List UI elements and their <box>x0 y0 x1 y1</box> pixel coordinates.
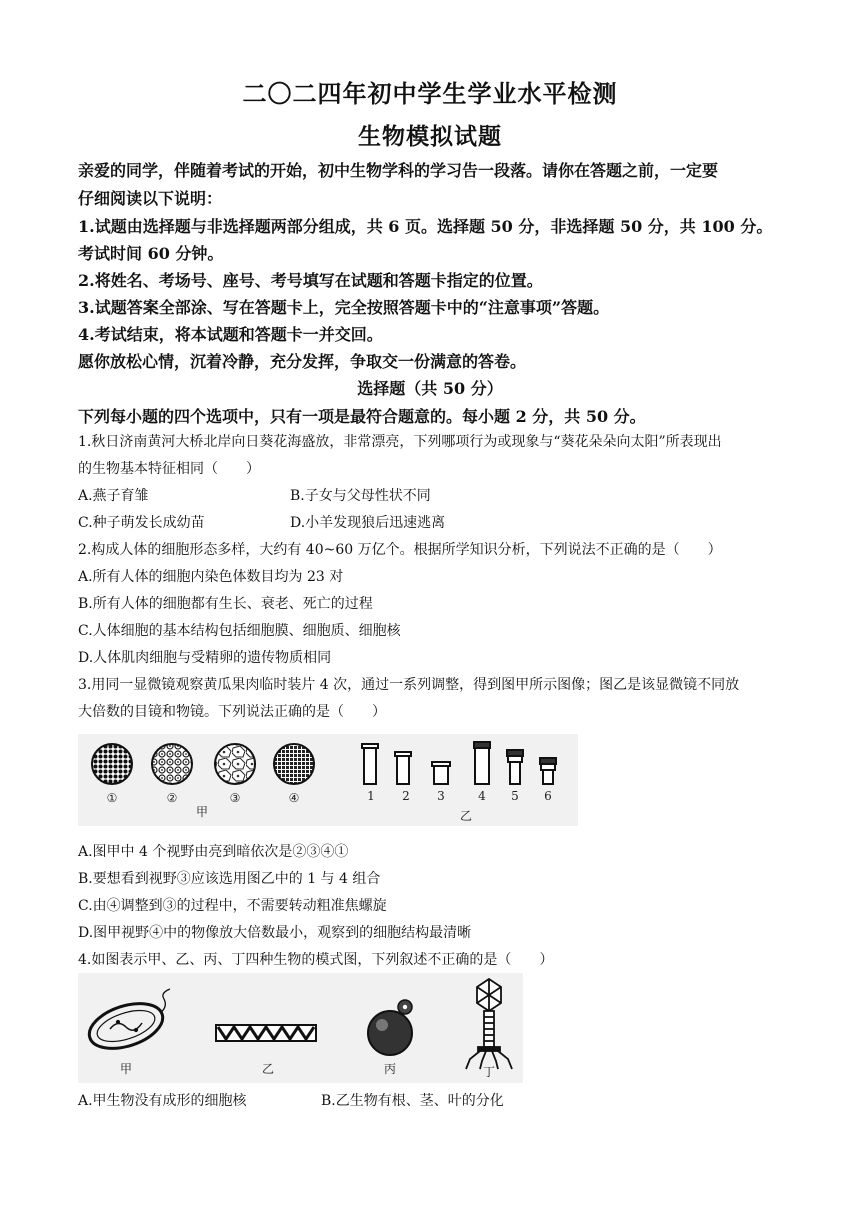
lens-label-6: 6 <box>544 789 552 803</box>
instruction-closing: 愿你放松心情，沉着冷静，充分发挥，争取交一份满意的答卷。 <box>78 352 527 371</box>
intro-line-1: 亲爱的同学，伴随着考试的开始，初中生物学科的学习告一段落。请你在答题之前，一定要 <box>78 161 719 180</box>
lens-4-icon <box>474 742 490 784</box>
lens-5-icon <box>507 750 523 784</box>
instruction-item-1: 1.试题由选择题与非选择题两部分组成，共 6 页。选择题 50 分，非选择题 50 分，共 100 分。 <box>78 217 773 236</box>
lens-label-5: 5 <box>511 789 519 803</box>
lens-label-1: 1 <box>367 789 375 803</box>
q2-option-a: A.所有人体的细胞内染色体数目均为 23 对 <box>78 569 344 585</box>
intro-line-2: 仔细阅读以下说明： <box>78 189 223 208</box>
lens-label-4: 4 <box>478 789 486 803</box>
q3-option-a: A.图甲中 4 个视野由亮到暗依次是②③④① <box>78 844 349 860</box>
q4-option-a: A.甲生物没有成形的细胞核 <box>78 1093 247 1109</box>
q2-option-b: B.所有人体的细胞都有生长、衰老、死亡的过程 <box>78 596 373 612</box>
section-rule: 下列每小题的四个选项中，只有一项是最符合题意的。每小题 2 分，共 50 分。 <box>78 407 646 426</box>
view-label-1: ① <box>106 791 118 805</box>
section-heading: 选择题（共 50 分） <box>357 379 503 398</box>
q1-option-a: A.燕子育雏 <box>78 488 149 504</box>
figure-jia-label: 甲 <box>195 805 209 819</box>
view-label-2: ② <box>166 791 178 805</box>
organism-label-bing: 丙 <box>383 1062 397 1076</box>
q1-option-c: C.种子萌发长成幼苗 <box>78 515 205 531</box>
q4-stem: 4.如图表示甲、乙、丙、丁四种生物的模式图，下列叙述不正确的是（ ） <box>78 952 554 968</box>
view-2-icon <box>152 744 192 784</box>
view-4-icon <box>274 744 314 784</box>
page-subtitle: 生物模拟试题 <box>358 123 502 150</box>
lens-label-3: 3 <box>437 789 445 803</box>
filament-alga-icon <box>216 1025 316 1041</box>
view-label-3: ③ <box>229 791 241 805</box>
lens-label-2: 2 <box>402 789 410 803</box>
page-title: 二〇二四年初中学生学业水平检测 <box>242 79 618 108</box>
bacterium-icon <box>84 989 170 1057</box>
organism-label-ding: 丁 <box>482 1065 496 1079</box>
instruction-item-4: 4.考试结束，将本试题和答题卡一并交回。 <box>78 325 383 344</box>
lens-3-icon <box>432 762 450 784</box>
view-1-icon <box>92 744 132 784</box>
organisms-figure <box>78 973 523 1083</box>
q3-option-c: C.由④调整到③的过程中，不需要转动粗准焦螺旋 <box>78 898 387 914</box>
q3-stem-line-2: 大倍数的目镜和物镜。下列说法正确的是（ ） <box>78 704 386 720</box>
q1-option-b: B.子女与父母性状不同 <box>290 488 431 504</box>
bacteriophage-icon <box>466 979 512 1069</box>
instruction-item-1-cont: 考试时间 60 分钟。 <box>78 244 224 263</box>
lens-6-icon <box>540 758 556 784</box>
yeast-cell-icon <box>368 1000 412 1055</box>
q2-option-d: D.人体肌肉细胞与受精卵的遗传物质相同 <box>78 650 332 666</box>
q3-option-b: B.要想看到视野③应该选用图乙中的 1 与 4 组合 <box>78 871 381 887</box>
microscope-figure <box>78 734 578 826</box>
lens-2-icon <box>395 752 411 784</box>
view-label-4: ④ <box>288 791 300 805</box>
organism-label-jia: 甲 <box>119 1062 133 1076</box>
instruction-item-2: 2.将姓名、考场号、座号、考号填写在试题和答题卡指定的位置。 <box>78 271 543 290</box>
q3-stem-line-1: 3.用同一显微镜观察黄瓜果肉临时装片 4 次，通过一系列调整，得到图甲所示图像；图乙是该显微镜不同放 <box>78 677 740 693</box>
q1-stem-line-1: 1.秋日济南黄河大桥北岸向日葵花海盛放，非常漂亮，下列哪项行为或现象与“葵花朵朵向太阳”所表现出 <box>78 434 722 450</box>
figure-yi-label: 乙 <box>459 809 473 823</box>
q2-option-c: C.人体细胞的基本结构包括细胞膜、细胞质、细胞核 <box>78 623 401 639</box>
q3-option-d: D.图甲视野④中的物像放大倍数最小，观察到的细胞结构最清晰 <box>78 925 472 941</box>
q2-stem: 2.构成人体的细胞形态多样，大约有 40~60 万亿个。根据所学知识分析，下列说法不正确的是（ ） <box>78 542 722 558</box>
organism-label-yi: 乙 <box>261 1062 275 1076</box>
q1-option-d: D.小羊发现狼后迅速逃离 <box>290 515 446 531</box>
instruction-item-3: 3.试题答案全部涂、写在答题卡上，完全按照答题卡中的“注意事项”答题。 <box>78 298 610 317</box>
q4-option-b: B.乙生物有根、茎、叶的分化 <box>321 1093 504 1109</box>
q1-stem-line-2: 的生物基本特征相同（ ） <box>78 461 260 477</box>
lens-1-icon <box>362 744 378 784</box>
view-3-icon <box>215 744 255 784</box>
